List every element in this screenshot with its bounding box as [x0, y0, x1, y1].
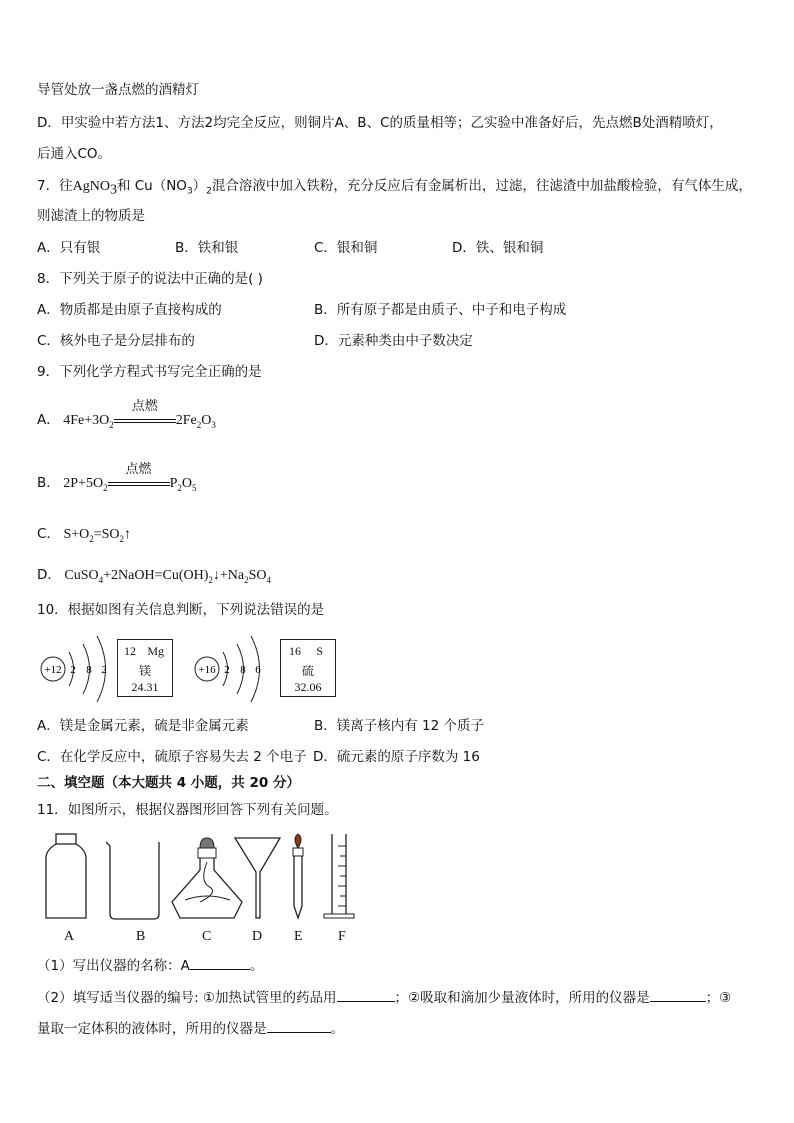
lab-instruments-figure: [40, 830, 370, 925]
mg-atomic-number: 12: [124, 644, 136, 658]
funnel-icon: [235, 838, 280, 918]
instrument-label-e: E: [294, 929, 303, 944]
s-shell-2: 8: [240, 664, 246, 676]
q6-option-d-line1: D．甲实验中若方法1、方法2均完全反应，则铜片A、B、C的质量相等；乙实验中准备好后，先点燃B处酒精喷灯，: [37, 115, 723, 131]
wide-mouth-bottle-icon: [46, 834, 86, 918]
s-nucleus-charge: +16: [198, 664, 216, 676]
q10-option-c: C．在化学反应中，硫原子容易失去 2 个电子: [37, 749, 307, 765]
mg-shell-1: 2: [70, 664, 76, 676]
q10-option-b: B．镁离子核内有 12 个质子: [314, 718, 485, 734]
s-shell-1: 2: [224, 664, 230, 676]
instrument-label-a: A: [64, 929, 75, 944]
q10-stem: 10．根据如图有关信息判断，下列说法错误的是: [37, 602, 325, 618]
q8-stem: 8．下列关于原子的说法中正确的是( ): [37, 271, 263, 287]
q6-line1: 导管处放一盏点燃的酒精灯: [37, 82, 199, 98]
q10-option-a: A．镁是金属元素，硫是非金属元素: [37, 718, 249, 734]
q7-stem-line2: 则滤渣上的物质是: [37, 208, 145, 224]
mg-name: 镁: [138, 664, 151, 678]
condition-ignite: 点燃: [131, 399, 158, 414]
graduated-cylinder-icon: [324, 834, 354, 918]
answer-blank: [337, 987, 395, 1002]
s-periodic-cell: [280, 639, 336, 697]
alcohol-lamp-icon: [172, 838, 242, 918]
q7-option-a: A．只有银: [37, 240, 101, 256]
q9-option-d: D． $CuSO_4+2NaOH=Cu(OH)_2↓+Na_2SO_4$: [37, 567, 271, 585]
s-shell-3: 6: [255, 664, 261, 676]
beaker-icon: [106, 842, 159, 919]
s-symbol: S: [316, 644, 323, 658]
q8-option-a: A．物质都是由原子直接构成的: [37, 302, 222, 318]
instrument-label-c: C: [202, 929, 212, 944]
s-atomic-number: 16: [289, 644, 301, 658]
condition-ignite: 点燃: [125, 462, 152, 477]
q7-option-d: D．铁、银和铜: [452, 240, 544, 256]
q7-option-c: C．银和铜: [314, 240, 378, 256]
mg-shell-3: 2: [101, 664, 107, 676]
q9-stem: 9．下列化学方程式书写完全正确的是: [37, 364, 262, 380]
q7-stem-line1: 7．往AgNO$_3$和 $Cu(NO_3)_2$混合溶液中加入铁粉，充分反应后有金属析出，过滤，往滤渣中加盐酸检验，有气体生成，: [37, 178, 752, 198]
q9-option-b: B． $2P+5O_2$ 点燃 $P_2O_5$: [37, 471, 196, 493]
s-atomic-mass: 32.06: [294, 680, 322, 694]
answer-blank: [650, 987, 706, 1002]
mg-nucleus-charge: +12: [44, 664, 62, 676]
q10-option-d: D．硫元素的原子序数为 16: [313, 749, 480, 765]
dropper-icon: [293, 834, 303, 918]
mg-atomic-mass: 24.31: [131, 680, 159, 694]
q8-option-d: D．元素种类由中子数决定: [314, 333, 473, 349]
instrument-label-b: B: [136, 929, 146, 944]
q7-option-b: B．铁和银: [175, 240, 239, 256]
mg-symbol: Mg: [147, 644, 164, 658]
mg-atom-structure-diagram: [36, 630, 126, 710]
mg-shell-2: 8: [86, 664, 92, 676]
instrument-label-f: F: [338, 929, 346, 944]
q11-sub1: （1）写出仪器的名称：A 。: [37, 955, 263, 976]
q11-stem: 11．如图所示，根据仪器图形回答下列有关问题。: [37, 802, 338, 818]
q9-option-c: C． $S+O_2=SO_2↑$: [37, 526, 132, 544]
instrument-label-d: D: [252, 929, 263, 944]
answer-blank: [267, 1018, 331, 1033]
section-heading: 二、填空题（本大题共 4 小题，共 20 分）: [37, 775, 300, 791]
answer-blank: [190, 955, 250, 970]
q8-option-c: C．核外电子是分层排布的: [37, 333, 195, 349]
q11-sub2: （2）填写适当仪器的编号: ①加热试管里的药品用 ；②吸取和滴加少量液体时，所用的仪器是 ；③: [37, 987, 731, 1008]
q8-option-b: B．所有原子都是由质子、中子和电子构成: [314, 302, 567, 318]
q6-option-d-line2: 后通入CO。: [37, 146, 112, 162]
mg-periodic-cell: [117, 639, 173, 697]
q9-option-a: A． $4Fe+3O_2$ 点燃 $2Fe_2O_3$: [37, 408, 216, 430]
q11-sub3: 量取一定体积的液体时，所用的仪器是 。: [37, 1018, 344, 1039]
s-name: 硫: [301, 664, 314, 678]
s-atom-structure-diagram: [190, 630, 280, 710]
